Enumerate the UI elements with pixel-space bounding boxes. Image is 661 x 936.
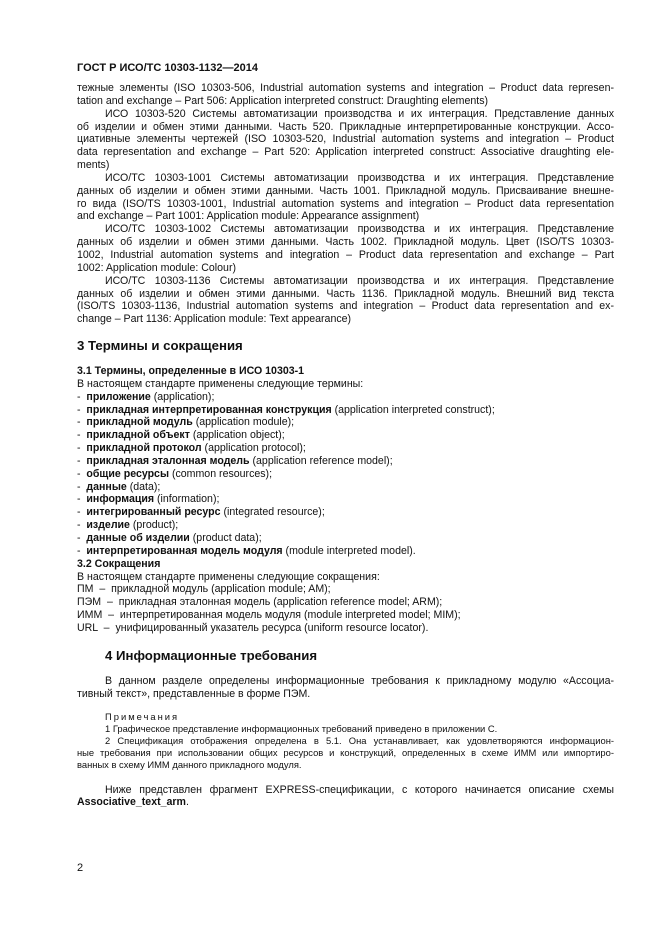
reference-line: 1002: Application module: Colour) bbox=[77, 261, 237, 274]
paragraph-line: тивный текст», представленные в форме ПЭМ. bbox=[77, 687, 311, 700]
term-english: (application); bbox=[150, 390, 215, 403]
section-3-1-title: 3.1 Термины, определенные в ИСО 10303-1 bbox=[77, 365, 305, 377]
term-item: - интерпретированная модель модуля (module interpreted model). bbox=[77, 544, 416, 557]
term-english: (product); bbox=[129, 519, 179, 532]
reference-line: change – Part 1136: Application module: Text appearance) bbox=[77, 313, 352, 326]
term-item: - информация (information); bbox=[77, 493, 220, 506]
term-english: (application protocol); bbox=[201, 442, 306, 455]
page-number: 2 bbox=[77, 862, 84, 874]
section-3-title: 3 Термины и сокращения bbox=[77, 338, 243, 353]
term: изделие bbox=[86, 519, 130, 532]
abbreviation-item: ИММ – интерпретированная модель модуля (module interpreted model; MIM); bbox=[77, 609, 461, 622]
term-item: - приложение (application); bbox=[77, 390, 215, 403]
reference-line: ИСО/ТС 10303-1001 Системы автоматизации производства и их интеграция. Представление bbox=[105, 171, 614, 184]
term: интерпретированная модель модуля bbox=[86, 544, 283, 557]
term-english: (integrated resource); bbox=[220, 506, 325, 519]
term-item: - прикладной модуль (application module); bbox=[77, 416, 295, 429]
term-english: (information); bbox=[154, 493, 220, 506]
section-3-2-title: 3.2 Сокращения bbox=[77, 557, 161, 570]
express-intro: Ниже представлен фрагмент EXPRESS-спецификации, с которого начинается описание схемы bbox=[105, 783, 614, 796]
term: прикладная эталонная модель bbox=[86, 454, 250, 467]
term-item: - данные об изделии (product data); bbox=[77, 531, 262, 544]
reference-line: ИСО 10303-520 Системы автоматизации производства и их интеграция. Представление данных bbox=[105, 107, 614, 120]
terms-list bbox=[77, 391, 614, 558]
term-item: - изделие (product); bbox=[77, 519, 179, 532]
term: прикладной модуль bbox=[86, 416, 193, 429]
term: данные об изделии bbox=[86, 531, 190, 544]
term: информация bbox=[86, 493, 155, 506]
term-item: - интегрированный ресурс (integrated resource); bbox=[77, 506, 325, 519]
term-english: (data); bbox=[126, 480, 161, 493]
reference-line: циативные элементы чертежей (ISO 10303-520, Industrial automation systems and integration – Product bbox=[77, 133, 614, 146]
term: интегрированный ресурс bbox=[86, 506, 221, 519]
section-4-body bbox=[77, 675, 614, 809]
term-item: - прикладной протокол (application protocol); bbox=[77, 442, 306, 455]
reference-line: 1002, Industrial automation systems and integration – Product data representation and exchange – Part bbox=[77, 248, 614, 261]
term: данные bbox=[86, 480, 127, 493]
reference-line: ments) bbox=[77, 159, 110, 172]
reference-line: (ISO/TS 10303-1136, Industrial automation systems and integration – Product data representation and ex- bbox=[77, 300, 614, 313]
term-item: - прикладной объект (application object); bbox=[77, 429, 285, 442]
reference-line: данных об изделии и обмен этими данными. Часть 1136. Прикладной модуль. Внешний вид текста bbox=[77, 287, 614, 300]
term-english: (application module); bbox=[192, 416, 295, 429]
term-english: (common resources); bbox=[169, 467, 273, 480]
reference-line: ИСО/ТС 10303-1002 Системы автоматизации производства и их интеграция. Представление bbox=[105, 223, 614, 236]
abbreviation-item: URL – унифицированный указатель ресурса (uniform resource locator). bbox=[77, 621, 429, 634]
term-english: (module interpreted model). bbox=[282, 544, 416, 557]
abbreviations-list bbox=[77, 583, 614, 634]
reference-line: тежные элементы (ISO 10303-506, Industrial automation systems and integration – Product data represen- bbox=[77, 82, 614, 94]
note-2-line: ванных в схему ИММ данного прикладного модуля. bbox=[77, 759, 302, 771]
abbreviation-item: ПМ – прикладной модуль (application module; AM); bbox=[77, 583, 331, 596]
period: . bbox=[185, 796, 189, 809]
term-english: (application reference model); bbox=[249, 454, 393, 467]
section-4-title: 4 Информационные требования bbox=[105, 648, 318, 663]
reference-line: and exchange – Part 1001: Application module: Appearance assignment) bbox=[77, 210, 420, 223]
reference-line: об изделии и обмен этими данными. Часть 520. Прикладные интерпретированные конструкции. Ассо- bbox=[77, 120, 614, 133]
terms-intro: В настоящем стандарте применены следующие термины: bbox=[77, 377, 364, 390]
term-item: - прикладная эталонная модель (application reference model); bbox=[77, 454, 393, 467]
section-3-body bbox=[77, 365, 614, 635]
note-1: 1 Графическое представление информационных требований приведено в приложении С. bbox=[105, 722, 498, 734]
reference-line: ИСО/ТС 10303-1136 Системы автоматизации производства и их интеграция. Представление bbox=[105, 274, 614, 287]
term-english: (application interpreted construct); bbox=[331, 403, 495, 416]
express-schema-line bbox=[77, 796, 614, 809]
abbr-intro: В настоящем стандарте применены следующие сокращения: bbox=[77, 570, 380, 583]
reference-line: го вида (ISO/TS 10303-1001, Industrial automation systems and integration – Product data representation bbox=[77, 197, 614, 210]
schema-name: Associative_text_arm bbox=[77, 796, 186, 809]
term-item: - данные (data); bbox=[77, 480, 161, 493]
reference-line: данных об изделии и обмен этими данными. Часть 1001. Прикладной модуль. Присваивание внешне- bbox=[77, 184, 614, 197]
reference-line: tation and exchange – Part 506: Application interpreted construct: Draughting elements) bbox=[77, 94, 489, 107]
abbreviation-item: ПЭМ – прикладная эталонная модель (application reference model; ARM); bbox=[77, 596, 443, 609]
reference-line: данных об изделии и обмен этими данными. Часть 1002. Прикладной модуль. Цвет (ISO/TS 10303- bbox=[77, 236, 614, 249]
notes-title: Примечания bbox=[105, 710, 180, 722]
term-english: (application object); bbox=[189, 429, 285, 442]
document-header: ГОСТ Р ИСО/ТС 10303-1132—2014 bbox=[77, 62, 258, 74]
normative-references bbox=[77, 82, 614, 326]
term-item: - прикладная интерпретированная конструкция (application interpreted construct); bbox=[77, 403, 495, 416]
term: прикладной объект bbox=[86, 429, 190, 442]
note-2-line: 2 Спецификация отображения определена в 5.1. Она устанавливает, как удовлетворяются информацион- bbox=[105, 735, 614, 747]
note-2-line: ные требования при использовании общих ресурсов и конструкций, определенных в схеме ИММ или импортиро- bbox=[77, 747, 614, 759]
reference-line: data representation and exchange – Part 520: Application interpreted construct: Associative draughting ele- bbox=[77, 146, 614, 159]
term: приложение bbox=[86, 390, 151, 403]
term-item: - общие ресурсы (common resources); bbox=[77, 467, 273, 480]
term: прикладная интерпретированная конструкция bbox=[86, 403, 332, 416]
term: прикладной протокол bbox=[86, 442, 202, 455]
term: общие ресурсы bbox=[86, 467, 169, 480]
paragraph-line: В данном разделе определены информационные требования к прикладному модулю «Ассоциа- bbox=[105, 675, 614, 687]
term-english: (product data); bbox=[189, 531, 262, 544]
